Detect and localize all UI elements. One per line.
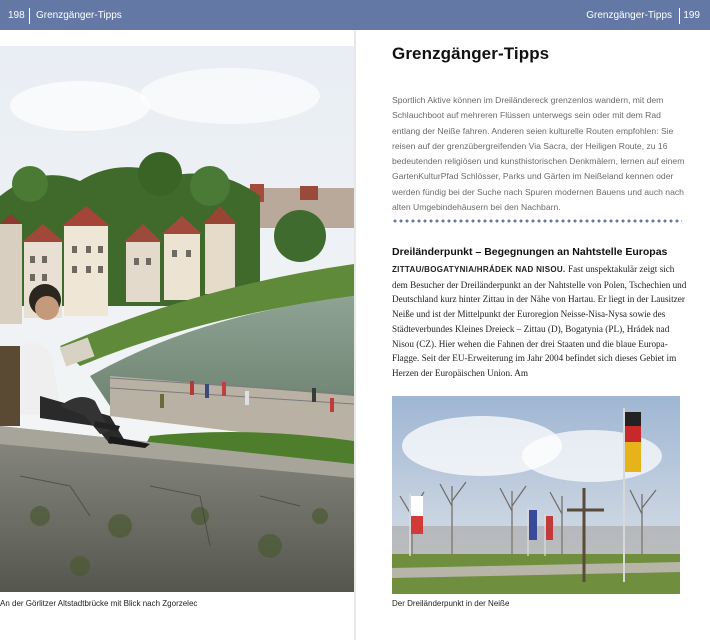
- right-photo-caption: Der Dreiländerpunkt in der Neiße: [392, 599, 510, 608]
- dotted-divider: [392, 219, 682, 223]
- header-divider-right: [679, 8, 680, 24]
- goerlitz-photo: [0, 46, 354, 592]
- left-page-number: 198: [8, 10, 25, 21]
- article-title: Grenzgänger-Tipps: [392, 44, 550, 63]
- left-running-title: Grenzgänger-Tipps: [36, 10, 122, 21]
- right-running-title: Grenzgänger-Tipps: [586, 10, 672, 21]
- dreilaenderpunkt-photo: [392, 396, 680, 594]
- section-text: Fast unspektakulär zeigt sich dem Besucher der Dreiländerpunkt an der Nahtstelle von Polen, Tschechien und Deutschland kurz hinter Zittau in der Nähe von Hartau. Er liegt in der Lausitzer Neiße und ist der Mittelpunkt der Euroregion Neisse-Nisa-Nysa sowie des Städteverbundes Kleines Dreieck – Zittau (D), Bogatynia (PL), Hrádek nad Nisou (CZ). Hier wehen die Fahnen der drei Staaten und die blaue Europa-Flagge. Seit der EU-Erweiterung im Jahr 2004 befindet sich dieses Gebiet im Herzen der Europäischen Union. Am: [392, 264, 687, 378]
- page-header: [0, 0, 710, 30]
- intro-paragraph: Sportlich Aktive können im Dreiländereck grenzenlos wandern, mit dem Schlauchboot auf mehreren Flüssen unterwegs sein oder mit dem Rad entlang der Neiße fahren. Anderen seien kulturelle Routen empfohlen: Sie reisen auf der grenzübergreifenden Via Sacra, der Heiligen Route, zu 16 bedeutenden religiösen und kunsthistorischen Denkmälern, lernen auf einem GartenKulturPfad Schlösser, Parks und Gärten im Neißeland kennen oder werden fündig bei der Suche nach Spuren modernen Bauens und auch nach alten Umgebindehäusern bei den Nachbarn.: [392, 95, 685, 213]
- left-photo-caption: An der Görlitzer Altstadtbrücke mit Blick nach Zgorzelec: [0, 599, 198, 608]
- right-page-number: 199: [683, 10, 700, 21]
- header-divider-left: [29, 8, 30, 24]
- section-body: [392, 262, 688, 381]
- section-heading: Dreiländerpunkt – Begegnungen an Nahtstelle Europas: [392, 246, 668, 258]
- page-spine: [354, 30, 356, 640]
- section-lead: ZITTAU/BOGATYNIA/HRÁDEK NAD NISOU.: [392, 265, 568, 274]
